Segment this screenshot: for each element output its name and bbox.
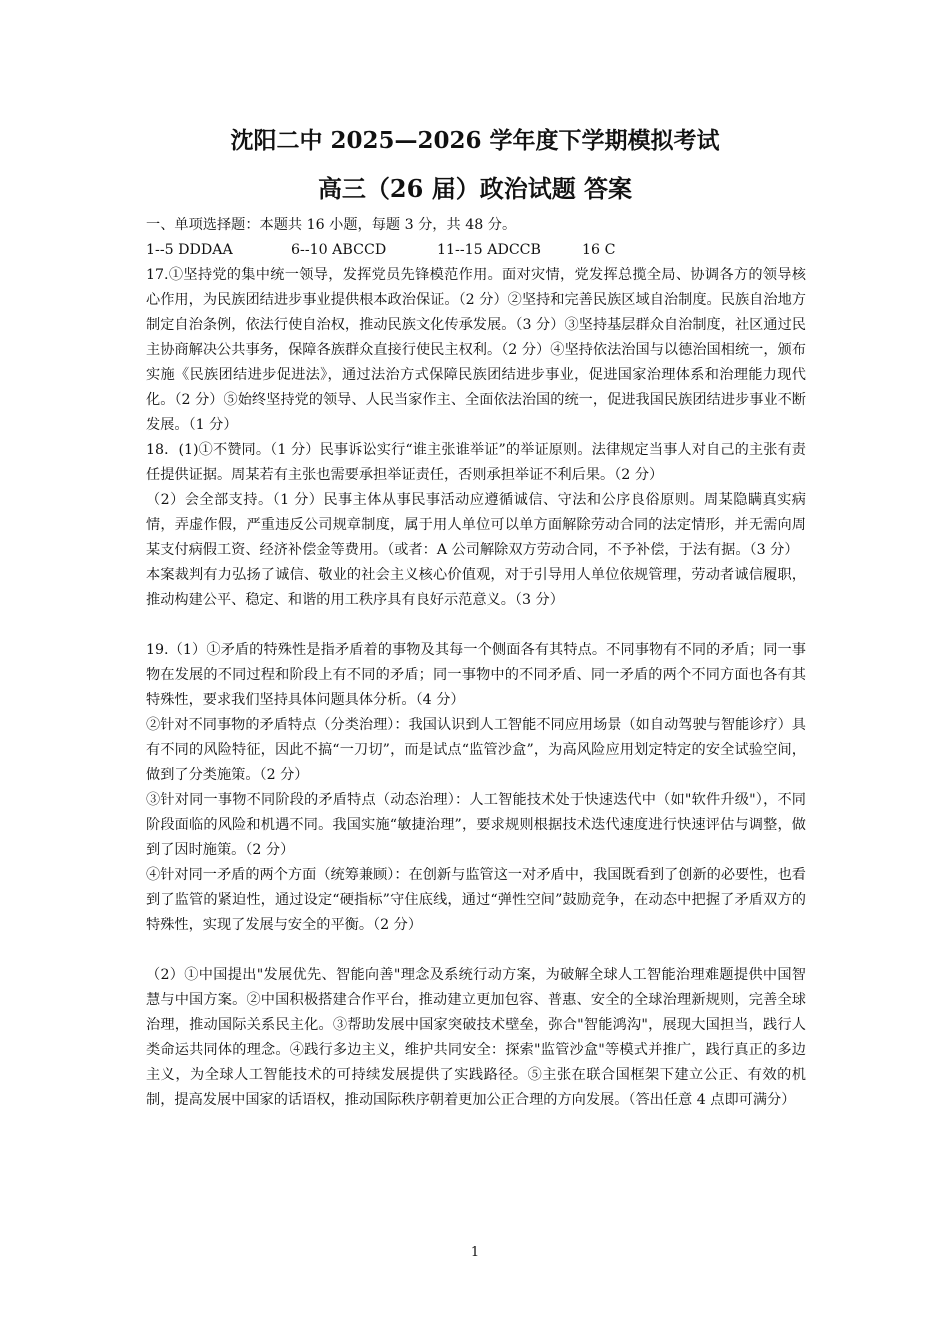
question-18-part2: （2）会全部支持。（1 分）民事主体从事民事活动应遵循诚信、守法和公序良俗原则。周某隐瞒真实病情，弄虚作假，严重违反公司规章制度，属于用人单位可以单方面解除劳动合同的法定情形，并无需向周某支付病假工资、经济补偿金等费用。（或者：A 公司解除双方劳动合同，不予补偿，于法有据。（3 分）: [146, 492, 806, 558]
question-18-part1: 18．(1)①不赞同。（1 分）民事诉讼实行“谁主张谁举证”的举证原则。法律规定当事人对自己的主张有责任提供证据。周某若有主张也需要承担举证责任，否则承担举证不利后果。（2 分）: [146, 442, 806, 483]
answer-group-4: 16 C: [582, 242, 616, 258]
choice-answers: [146, 238, 806, 263]
spacer: [146, 938, 806, 963]
spacer: [146, 613, 806, 638]
question-17-answer: 17.①坚持党的集中统一领导，发挥党员先锋模范作用。面对灾情，党发挥总揽全局、协调各方的领导核心作用，为民族团结进步事业提供根本政治保证。（2 分）②坚持和完善民族区域自治制度。民族自治地方制定自治条例，依法行使自治权，推动民族文化传承发展。（3 分）③坚持基层群众自治制度，社区通过民主协商解决公共事务，保障各族群众直接行使民主权利。（2 分）④坚持依法治国与以德治国相统一，颁布实施《民族团结进步促进法》，通过法治方式保障民族团结进步事业，促进国家治理体系和治理能力现代化。（2 分）⑤始终坚持党的领导、人民当家作主、全面依法治国的统一，促进我国民族团结进步事业不断发展。（1 分）: [146, 267, 806, 433]
question-18-summary: 本案裁判有力弘扬了诚信、敬业的社会主义核心价值观，对于引导用人单位依规管理，劳动者诚信履职，推动构建公平、稳定、和谐的用工秩序具有良好示范意义。（3 分）: [146, 567, 806, 608]
answer-group-3: 11--15 ADCCB: [437, 242, 541, 258]
answer-group-2: 6--10 ABCCD: [291, 242, 387, 258]
question-19-part2: （2）①中国提出"发展优先、智能向善"理念及系统行动方案，为破解全球人工智能治理难题提供中国智慧与中国方案。②中国积极搭建合作平台，推动建立更加包容、普惠、安全的全球治理新规则，完善全球治理，推动国际关系民主化。③帮助发展中国家突破技术壁垒，弥合"智能鸿沟"，展现大国担当，践行人类命运共同体的理念。④践行多边主义，维护共同安全：探索"监管沙盒"等模式并推广，践行真正的多边主义，为全球人工智能技术的可持续发展提供了实践路径。⑤主张在联合国框架下建立公正、有效的机制，提高发展中国家的话语权，推动国际秩序朝着更加公正合理的方向发展。（答出任意 4 点即可满分）: [146, 967, 806, 1108]
question-19-part1-point2: ②针对不同事物的矛盾特点（分类治理）：我国认识到人工智能不同应用场景（如自动驾驶与智能诊疗）具有不同的风险特征，因此不搞“一刀切”，而是试点“监管沙盒”，为高风险应用划定特定的安全试验空间，做到了分类施策。（2 分）: [146, 717, 806, 783]
exam-subtitle: 高三（26 届）政治试题 答案: [317, 174, 633, 203]
answer-group-1: 1--5 DDDAA: [146, 242, 233, 258]
answer-body: [146, 213, 806, 1113]
question-19-part1-point1: 19.（1）①矛盾的特殊性是指矛盾着的事物及其每一个侧面各有其特点。不同事物有不同的矛盾；同一事物在发展的不同过程和阶段上有不同的矛盾；同一事物中的不同矛盾、同一矛盾的两个不同方面也各有其特殊性，要求我们坚持具体问题具体分析。（4 分）: [146, 642, 806, 708]
section-heading: 一、单项选择题：本题共 16 小题，每题 3 分，共 48 分。: [146, 217, 517, 233]
question-19-part1-point4: ④针对同一矛盾的两个方面（统筹兼顾）：在创新与监管这一对矛盾中，我国既看到了创新的必要性，也看到了监管的紧迫性，通过设定“硬指标”守住底线，通过“弹性空间”鼓励竞争，在动态中把握了矛盾双方的特殊性，实现了发展与安全的平衡。（2 分）: [146, 867, 806, 933]
page-number: 1: [470, 1245, 480, 1260]
exam-title: 沈阳二中 2025—2026 学年度下学期模拟考试: [230, 127, 720, 154]
question-19-part1-point3: ③针对同一事物不同阶段的矛盾特点（动态治理）：人工智能技术处于快速迭代中（如"软件升级"），不同阶段面临的风险和机遇不同。我国实施“敏捷治理”，要求规则根据技术迭代速度进行快速评估与调整，做到了因时施策。（2 分）: [146, 792, 806, 858]
